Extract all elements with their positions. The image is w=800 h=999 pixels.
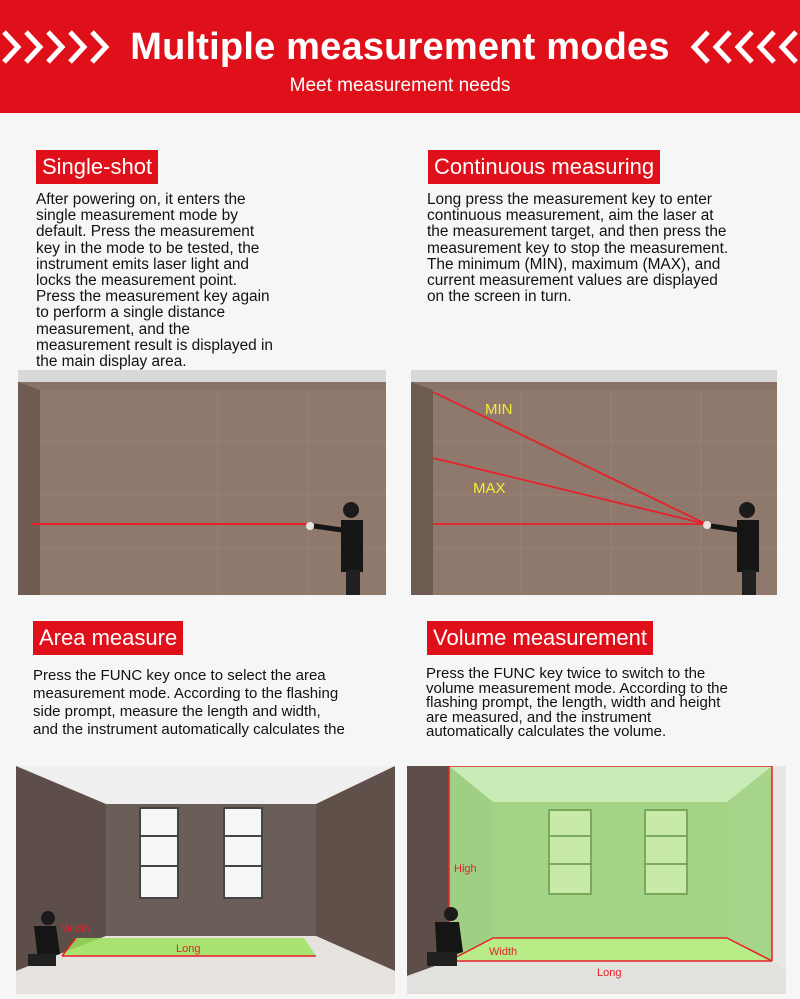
text-line: measurement key to stop the measurement. <box>427 239 729 257</box>
chevrons-right-icon <box>678 30 800 64</box>
text-line: key in the mode to be tested, the <box>36 239 260 257</box>
text-line: continuous measurement, aim the laser at <box>427 207 714 225</box>
text-line: Press the FUNC key once to select the area <box>33 667 326 684</box>
text-line: side prompt, measure the length and width, <box>33 703 321 720</box>
text-line: instrument emits laser light and <box>36 255 249 273</box>
window-left <box>549 810 591 894</box>
text-line: to perform a single distance <box>36 304 226 322</box>
text-line: After powering on, it enters the <box>36 191 246 208</box>
text-line: and the instrument automatically calculates the <box>33 721 345 738</box>
text-line: The minimum (MIN), maximum (MAX), and <box>427 255 721 273</box>
page-title: Multiple measurement modes <box>130 26 670 68</box>
single-shot-description <box>36 192 376 370</box>
text-line: current measurement values are displayed <box>427 272 718 290</box>
text-line: flashing prompt, the length, width and height <box>426 694 721 711</box>
text-line: locks the measurement point. <box>36 272 238 290</box>
width-label: Width <box>489 946 518 958</box>
area-tag: Area measure <box>33 621 183 655</box>
continuous-photo <box>411 370 777 595</box>
header-banner <box>0 0 800 113</box>
width-label: Width <box>62 923 91 935</box>
single-shot-tag: Single-shot <box>36 150 158 184</box>
window-right <box>224 808 262 898</box>
long-label: Long <box>176 943 201 955</box>
area-photo <box>16 766 395 994</box>
text-line: automatically calculates the volume. <box>426 723 667 740</box>
text-line: on the screen in turn. <box>427 288 572 306</box>
min-label: MIN <box>485 401 513 418</box>
text-line: measurement mode. According to the flashing <box>33 685 339 702</box>
window-right <box>645 810 687 894</box>
volume-description <box>426 667 796 740</box>
text-line: single measurement mode by <box>36 207 238 225</box>
volume-photo <box>407 766 786 994</box>
text-line: volume measurement mode. According to the <box>426 679 728 697</box>
text-line: the main display area. <box>36 353 187 371</box>
single-shot-photo <box>18 370 386 595</box>
text-line: Press the measurement key again <box>36 288 270 306</box>
area-description <box>33 667 403 739</box>
text-line: default. Press the measurement <box>36 223 255 241</box>
continuous-description <box>427 192 797 305</box>
text-line: Long press the measurement key to enter <box>427 191 712 208</box>
long-label: Long <box>597 967 622 979</box>
page-subtitle: Meet measurement needs <box>289 75 511 96</box>
text-line: the measurement target, and then press the <box>427 223 727 241</box>
continuous-tag: Continuous measuring <box>428 150 660 184</box>
text-line: Press the FUNC key twice to switch to the <box>426 665 706 682</box>
text-line: measurement, and the <box>36 320 190 338</box>
max-label: MAX <box>473 480 506 497</box>
volume-tag: Volume measurement <box>427 621 653 655</box>
text-line: are measured, and the instrument <box>426 708 652 726</box>
window-left <box>140 808 178 898</box>
text-line: measurement result is displayed in <box>36 336 273 354</box>
high-label: High <box>454 863 477 875</box>
